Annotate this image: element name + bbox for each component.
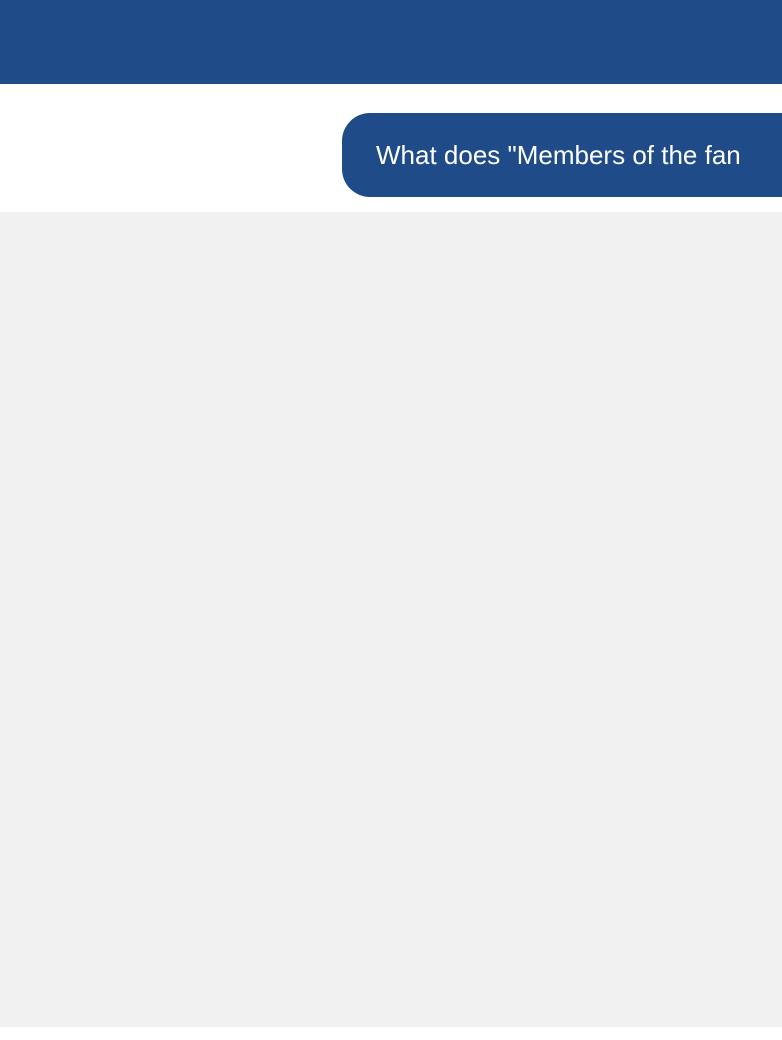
user-message-text: What does "Members of the fan bbox=[376, 139, 741, 170]
app-header-bar bbox=[0, 0, 782, 84]
user-message-bubble bbox=[342, 113, 782, 197]
bot-message-panel bbox=[0, 212, 782, 1027]
